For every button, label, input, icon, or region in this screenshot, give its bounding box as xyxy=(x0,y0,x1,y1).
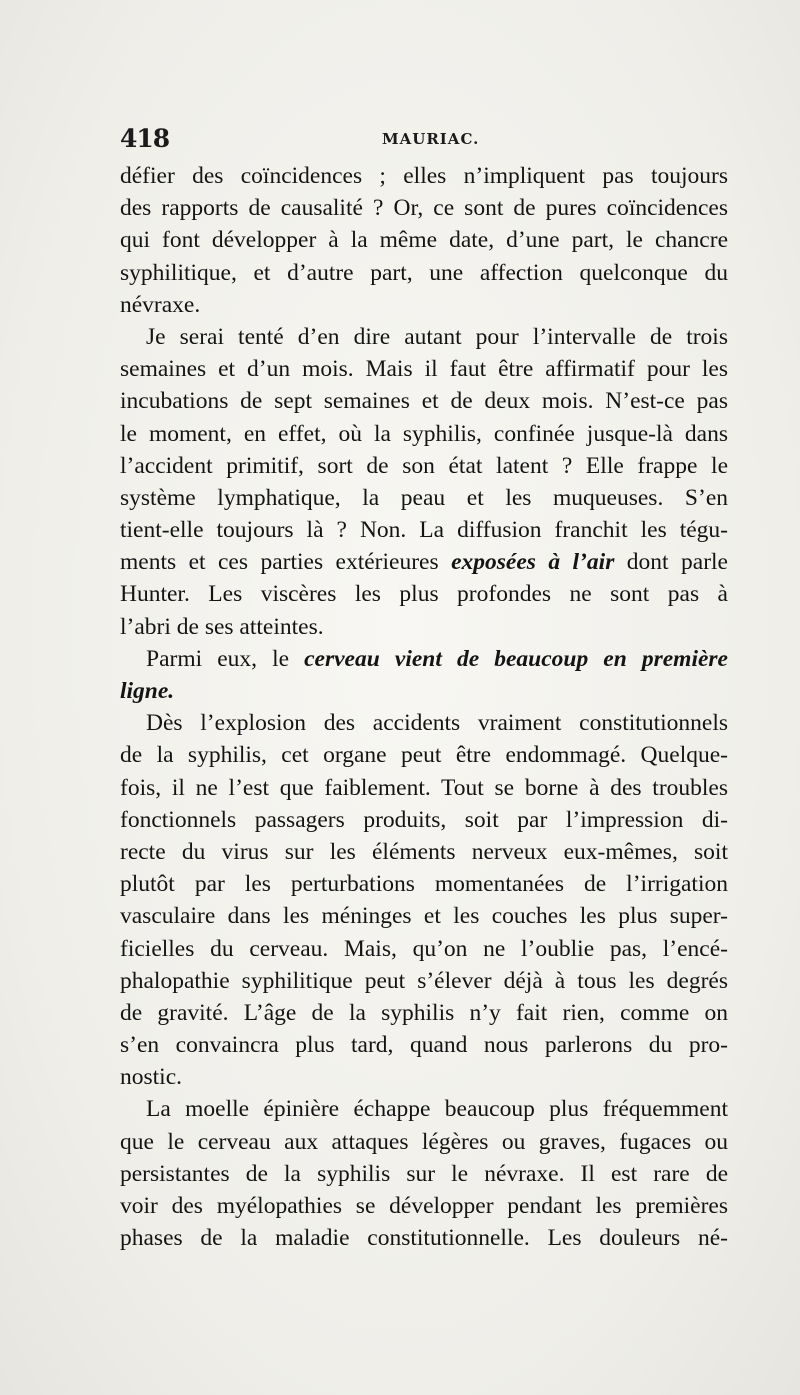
page-number: 418 xyxy=(120,124,170,153)
text-line: de la syphilis, cet organe peut être endommagé. Quelque- xyxy=(120,742,728,769)
text-line: qui font développer à la même date, d’une part, le chancre xyxy=(120,227,728,254)
text-run: Parmi eux, le xyxy=(146,645,305,672)
text-line: fonctionnels passagers produits, soit par l’impression di- xyxy=(120,806,728,833)
paragraph-2 xyxy=(120,321,728,643)
italic-phrase: ligne. xyxy=(120,678,175,704)
text-line: fois, il ne l’est que faiblement. Tout se borne à des troubles xyxy=(120,774,728,801)
text-line: névraxe. xyxy=(120,291,201,318)
paragraph-3 xyxy=(120,643,728,707)
text-line-mixed xyxy=(120,546,728,578)
text-line: La moelle épinière échappe beaucoup plus fréquemment xyxy=(146,1096,728,1123)
text-line: plutôt par les perturbations momentanées de l’irrigation xyxy=(120,871,728,898)
page-header xyxy=(120,124,730,154)
italic-phrase: exposées à l’air xyxy=(451,549,615,576)
text-line: recte du virus sur les éléments nerveux eux-mêmes, soit xyxy=(120,838,728,865)
text-line-mixed xyxy=(120,643,728,675)
text-line: s’en convaincra plus tard, quand nous parlerons du pro- xyxy=(120,1032,728,1059)
text-line: défier des coïncidences ; elles n’impliquent pas toujours xyxy=(120,163,728,189)
text-line: le moment, en effet, où la syphilis, confinée jusque-là dans xyxy=(120,420,728,447)
text-line: système lymphatique, la peau et les muqueuses. S’en xyxy=(120,484,728,511)
text-line xyxy=(120,675,728,707)
paragraph-4 xyxy=(120,707,728,1093)
text-line: que le cerveau aux attaques légères ou graves, fugaces ou xyxy=(120,1128,728,1155)
text-line: Hunter. Les viscères les plus profondes ne sont pas à xyxy=(120,581,728,608)
text-line: l’accident primitif, sort de son état latent ? Elle frappe le xyxy=(120,452,728,479)
text-line: semaines et d’un mois. Mais il faut être affirmatif pour les xyxy=(120,356,728,383)
text-line: syphilitique, et d’autre part, une affection quelconque du xyxy=(120,259,728,286)
text-line: Dès l’explosion des accidents vraiment constitutionnels xyxy=(146,710,728,737)
text-line: phases de la maladie constitutionnelle. Les douleurs né- xyxy=(120,1225,728,1252)
text-run: ments et ces parties extérieures xyxy=(120,549,452,576)
body-text xyxy=(120,160,728,1254)
text-line: l’abri de ses atteintes. xyxy=(120,613,324,640)
paragraph-5 xyxy=(120,1093,728,1254)
italic-phrase: cerveau vient de beaucoup en première xyxy=(304,645,728,672)
text-line: tient-elle toujours là ? Non. La diffusion franchit les tégu- xyxy=(120,517,728,544)
text-line: phalopathie syphilitique peut s’élever déjà à tous les degrés xyxy=(120,967,728,994)
text-line: persistantes de la syphilis sur le névraxe. Il est rare de xyxy=(120,1160,728,1187)
paragraph-1 xyxy=(120,160,728,321)
running-head: MAURIAC. xyxy=(382,130,480,148)
text-line: Je serai tenté d’en dire autant pour l’intervalle de trois xyxy=(146,323,728,350)
text-run: dont parle xyxy=(614,549,728,576)
text-line: ficielles du cerveau. Mais, qu’on ne l’oublie pas, l’encé- xyxy=(120,935,728,962)
text-line: de gravité. L’âge de la syphilis n’y fait rien, comme on xyxy=(120,999,728,1026)
text-line: incubations de sept semaines et de deux mois. N’est-ce pas xyxy=(120,388,728,415)
text-line: vasculaire dans les méninges et les couches les plus super- xyxy=(120,903,728,930)
text-line: voir des myélopathies se développer pendant les premières xyxy=(120,1193,728,1219)
text-line: nostic. xyxy=(120,1064,183,1091)
text-line: des rapports de causalité ? Or, ce sont de pures coïncidences xyxy=(120,195,728,222)
